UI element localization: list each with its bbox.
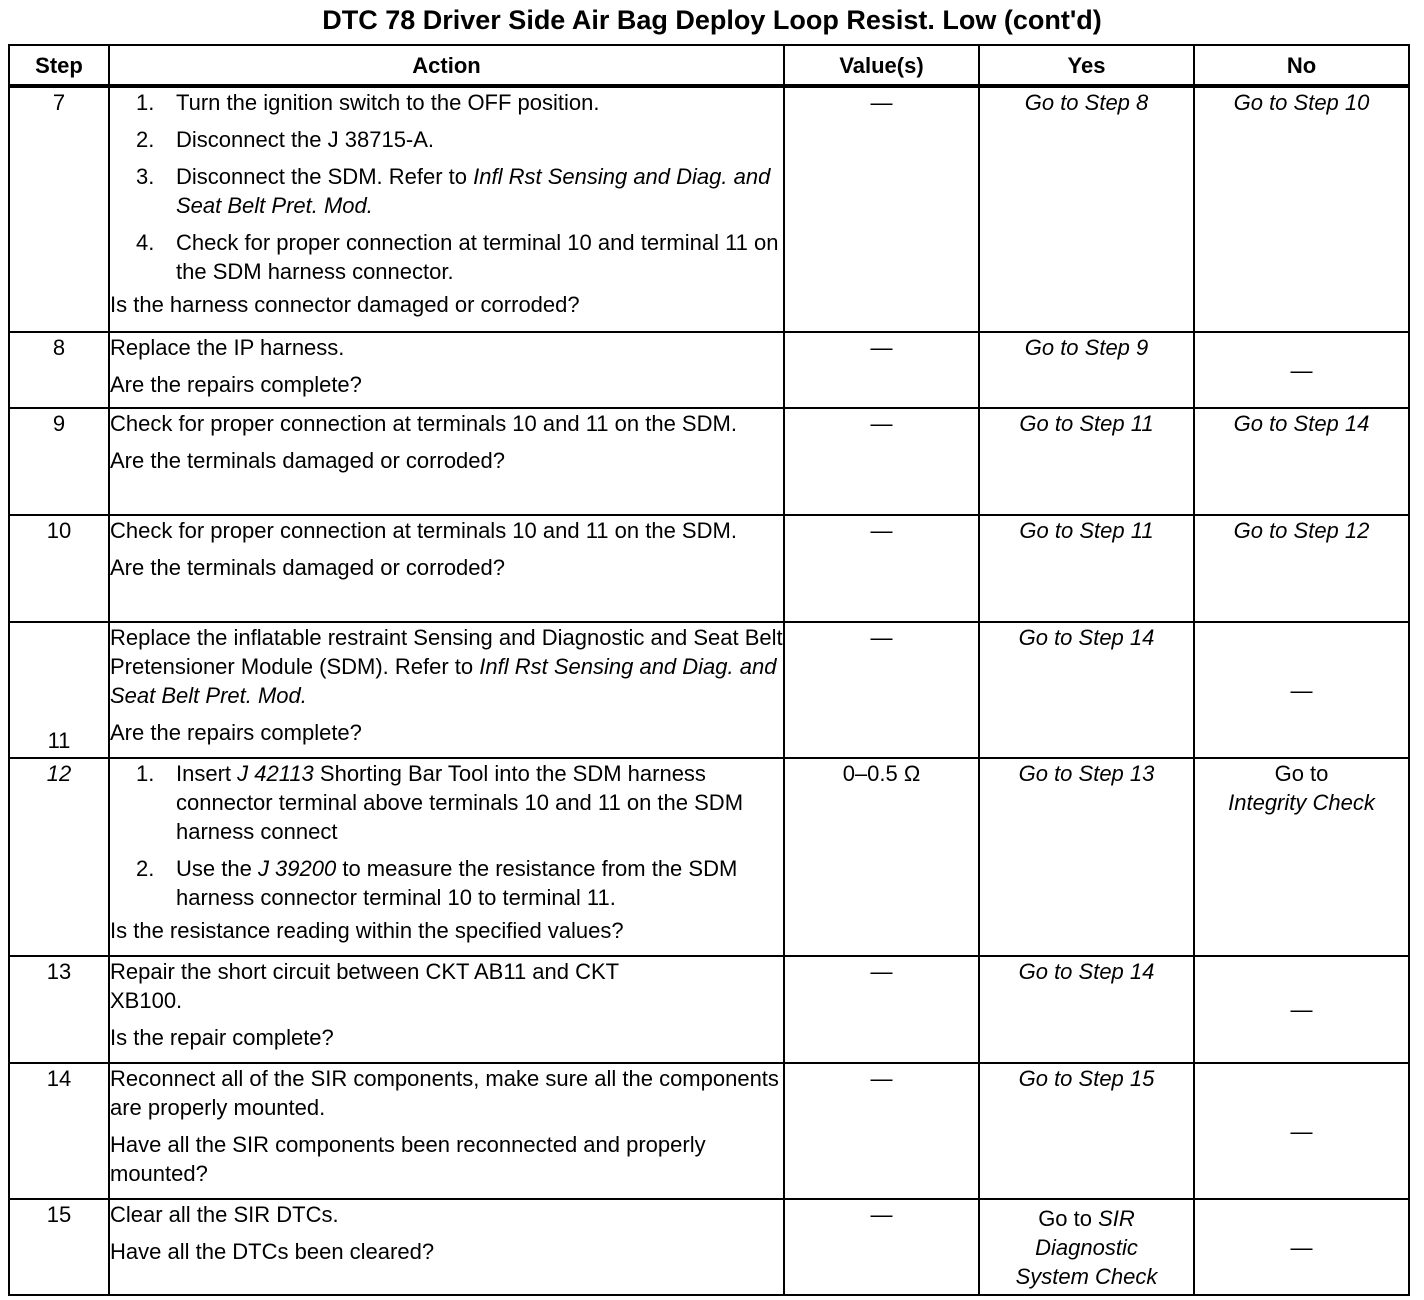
yes-cell: Go to Step 15 — [979, 1063, 1194, 1199]
yes-cell: Go to SIR Diagnostic System Check — [979, 1199, 1194, 1295]
step-number: 11 — [9, 622, 109, 758]
action-cell — [109, 86, 784, 332]
yes-cell: Go to Step 14 — [979, 622, 1194, 758]
no-cell: — — [1194, 1199, 1409, 1295]
action-text: Repair the short circuit between CKT AB11 and CKT XB100. — [110, 959, 619, 1013]
table-row — [9, 1063, 1409, 1199]
list-item: 2. Use the J 39200 to measure the resistance from the SDM harness connector terminal 10 to terminal 11. — [136, 856, 738, 910]
header-no: No — [1194, 45, 1409, 86]
action-cell — [109, 956, 784, 1063]
table-row — [9, 758, 1409, 956]
table-row — [9, 515, 1409, 622]
action-text: Replace the IP harness. — [110, 335, 345, 360]
reference-link: Infl Rst Sensing and Diag. and Seat Belt Pret. Mod. — [176, 164, 771, 218]
tool-reference: J 39200 — [257, 856, 337, 881]
value-cell: — — [784, 408, 979, 515]
reference-link: Integrity Check — [1228, 790, 1375, 815]
yes-cell: Go to Step 11 — [979, 515, 1194, 622]
no-cell: Go to Integrity Check — [1194, 758, 1409, 956]
step-number: 13 — [9, 956, 109, 1063]
action-cell — [109, 515, 784, 622]
header-action: Action — [109, 45, 784, 86]
tool-reference: J 42113 — [237, 761, 314, 786]
yes-cell: Go to Step 9 — [979, 332, 1194, 408]
no-cell: — — [1194, 622, 1409, 758]
list-item: 4. Check for proper connection at terminal 10 and terminal 11 on the SDM harness connector. — [136, 230, 779, 284]
value-cell: — — [784, 1063, 979, 1199]
table-row — [9, 86, 1409, 332]
table-row — [9, 1199, 1409, 1295]
question-text: Is the harness connector damaged or corroded? — [110, 292, 580, 317]
question-text: Is the repair complete? — [110, 1025, 334, 1050]
action-text: Check for proper connection at terminals 10 and 11 on the SDM. — [110, 518, 737, 543]
no-cell: — — [1194, 1063, 1409, 1199]
no-cell: Go to Step 10 — [1194, 86, 1409, 332]
header-row — [9, 45, 1409, 86]
action-text: Check for proper connection at terminals 10 and 11 on the SDM. — [110, 411, 737, 436]
no-cell: — — [1194, 332, 1409, 408]
page-title: DTC 78 Driver Side Air Bag Deploy Loop Resist. Low (cont'd) — [322, 5, 1102, 35]
step-number: 12 — [9, 758, 109, 956]
yes-cell: Go to Step 14 — [979, 956, 1194, 1063]
question-text: Is the resistance reading within the specified values? — [110, 918, 624, 943]
action-text: Replace the inflatable restraint Sensing and Diagnostic and Seat Belt Pretensioner Module (SDM). Refer to Infl Rst Sensing and Diag. and Seat Belt Pret. Mod. — [110, 625, 783, 708]
list-item: 1. Turn the ignition switch to the OFF position. — [136, 90, 600, 115]
no-cell: Go to Step 14 — [1194, 408, 1409, 515]
table-row — [9, 408, 1409, 515]
step-number: 14 — [9, 1063, 109, 1199]
action-text: Clear all the SIR DTCs. — [110, 1202, 339, 1227]
reference-link: SIR — [1098, 1206, 1135, 1231]
no-cell: — — [1194, 956, 1409, 1063]
table-row — [9, 622, 1409, 758]
reference-link: Diagnostic System Check — [1015, 1235, 1158, 1289]
question-text: Are the repairs complete? — [110, 720, 362, 745]
step-number: 9 — [9, 408, 109, 515]
list-item: 1. Insert J 42113 Shorting Bar Tool into the SDM harness connector terminal above terminals 10 and 11 on the SDM harness connect — [136, 761, 744, 844]
header-values: Value(s) — [784, 45, 979, 86]
value-cell: — — [784, 1199, 979, 1295]
step-number: 7 — [9, 86, 109, 332]
list-item: 2. Disconnect the J 38715-A. — [136, 127, 435, 152]
action-cell — [109, 622, 784, 758]
action-cell — [109, 1199, 784, 1295]
yes-cell: Go to Step 13 — [979, 758, 1194, 956]
list-item: 3. Disconnect the SDM. Refer to Infl Rst Sensing and Diag. and Seat Belt Pret. Mod. — [136, 164, 771, 218]
table-row — [9, 956, 1409, 1063]
question-text: Have all the SIR components been reconnected and properly mounted? — [110, 1132, 706, 1186]
step-number: 10 — [9, 515, 109, 622]
reference-link: Infl Rst Sensing and Diag. and Seat Belt Pret. Mod. — [110, 654, 777, 708]
value-cell: — — [784, 86, 979, 332]
action-cell — [109, 332, 784, 408]
action-cell — [109, 1063, 784, 1199]
header-yes: Yes — [979, 45, 1194, 86]
question-text: Are the terminals damaged or corroded? — [110, 448, 505, 473]
yes-cell: Go to Step 11 — [979, 408, 1194, 515]
yes-cell: Go to Step 8 — [979, 86, 1194, 332]
question-text: Have all the DTCs been cleared? — [110, 1239, 435, 1264]
value-cell: 0–0.5 Ω — [784, 758, 979, 956]
step-number: 15 — [9, 1199, 109, 1295]
action-cell — [109, 408, 784, 515]
diagnostic-table — [8, 44, 1410, 1296]
action-text: Reconnect all of the SIR components, make sure all the components are properly mounted. — [110, 1066, 779, 1120]
question-text: Are the repairs complete? — [110, 372, 362, 397]
step-number: 8 — [9, 332, 109, 408]
header-step: Step — [9, 45, 109, 86]
value-cell: — — [784, 515, 979, 622]
question-text: Are the terminals damaged or corroded? — [110, 555, 505, 580]
value-cell: — — [784, 622, 979, 758]
value-cell: — — [784, 332, 979, 408]
action-cell — [109, 758, 784, 956]
table-row — [9, 332, 1409, 408]
no-cell: Go to Step 12 — [1194, 515, 1409, 622]
value-cell: — — [784, 956, 979, 1063]
